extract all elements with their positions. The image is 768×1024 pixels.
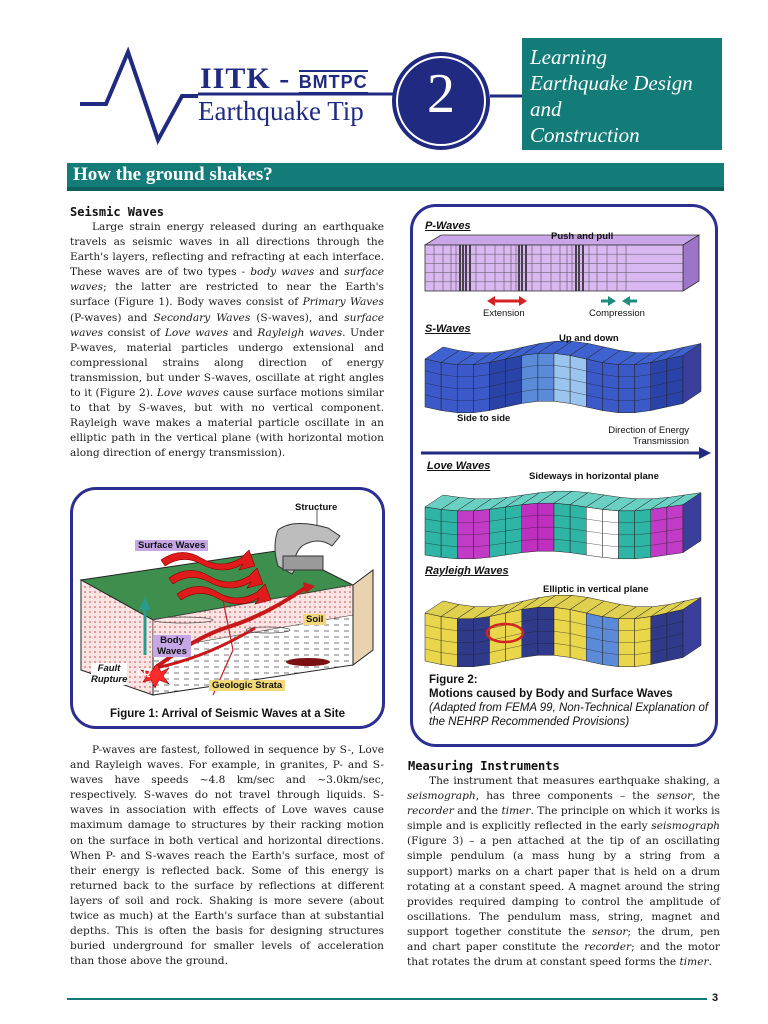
label-love-waves: Love Waves bbox=[427, 460, 491, 472]
footer-rule bbox=[67, 998, 707, 1000]
section-heading-seismic-waves: Seismic Waves bbox=[70, 205, 164, 219]
label-up-down: Up and down bbox=[559, 333, 619, 344]
compression-arrow-left-head bbox=[608, 296, 616, 306]
extension-arrow-head-left bbox=[487, 296, 495, 306]
wave-speed-paragraph: P-waves are fastest, followed in sequence by S-, Love and Rayleigh waves. For example, in granites, P- and S-waves have speeds ~4.8 km/sec and ~3.0km/sec, respectively. S-waves do not travel through liquids. S-waves in association with effects of Love waves cause maximum damage to structures by their racking motion on the surface in both vertical and horizontal directions. When P- and S-waves reach the Earth's surface, most of their energy is reflected back. Some of this energy is returned back to the surface by reflections at different layers of soil and rock. Shaking is more severe (about twice as much) at the Earth's surface than at substantial depths. This is often the basis for designing structures buried underground for smaller levels of acceleration than those above the ground. bbox=[70, 744, 384, 968]
compression-arrow-right-head bbox=[622, 296, 630, 306]
learning-box: Learning Earthquake Design and Construction bbox=[522, 38, 722, 150]
label-extension: Extension bbox=[483, 308, 525, 319]
label-sideways: Sideways in horizontal plane bbox=[529, 471, 659, 482]
label-elliptic: Elliptic in vertical plane bbox=[543, 584, 649, 595]
label-eq: EQ bbox=[137, 667, 151, 678]
p-block-side bbox=[683, 235, 699, 291]
label-rayleigh-waves: Rayleigh Waves bbox=[425, 565, 509, 577]
figure-2-caption-source: (Adapted from FEMA 99, Non-Technical Explanation of the NEHRP Recommended Provisions) bbox=[429, 702, 709, 728]
figure-1 bbox=[70, 487, 385, 729]
section-heading-measuring-instruments: Measuring Instruments bbox=[408, 759, 560, 773]
label-p-waves: P-Waves bbox=[425, 220, 471, 232]
label-direction: Direction of Energy Transmission bbox=[608, 425, 689, 447]
label-compression: Compression bbox=[589, 308, 645, 319]
figure-2-caption-title: Figure 2: bbox=[429, 674, 478, 686]
figure-1-illustration bbox=[73, 490, 385, 729]
figure-2 bbox=[410, 204, 718, 747]
title-bar bbox=[67, 163, 724, 191]
label-structure: Structure bbox=[295, 502, 338, 513]
brand-logo: IITK - BMTPC bbox=[200, 62, 368, 95]
label-fault-rupture: Fault Rupture bbox=[91, 663, 128, 685]
label-s-waves: S-Waves bbox=[425, 323, 471, 335]
seismic-waves-paragraph: Large strain energy released during an earthquake travels as seismic waves in all directions through the Earth's layers, reflecting and refracting at each interface. These waves are of two types - body waves and surface waves; the latter are restricted to near the Earth's surface (Figure 1). Body waves consist of Primary Waves (P-waves) and Secondary Waves (S-waves), and surface waves consist of Love waves and Rayleigh waves. Under P-waves, material particles undergo extensional and compressional strains along direction of energy transmission, but under S-waves, oscillate at right angles to it (Figure 2). Love waves cause surface motions similar to that by S-waves, but with no vertical component. Rayleigh wave makes a material particle oscillate in an elliptic path in the vertical plane (with horizontal motion along direction of energy transmission). bbox=[70, 221, 385, 460]
label-push-pull: Push and pull bbox=[551, 231, 614, 242]
extension-arrow-head-right bbox=[519, 296, 527, 306]
label-soil: Soil bbox=[303, 614, 326, 625]
label-surface-waves: Surface Waves bbox=[135, 540, 208, 551]
figure-2-caption-bold: Motions caused by Body and Surface Waves bbox=[429, 688, 673, 700]
direction-arrow-head bbox=[699, 447, 711, 459]
label-side-to-side: Side to side bbox=[457, 413, 511, 424]
label-geologic-strata: Geologic Strata bbox=[209, 680, 285, 691]
label-body-waves: Body Waves bbox=[153, 635, 191, 657]
measuring-instruments-paragraph: The instrument that measures earthquake shaking, a seismograph, has three components – the sensor, the recorder and the timer. The principle on which it works is simple and is explicitly reflected in the early seismograph (Figure 3) – a pen attached at the tip of an oscillating simple pendulum (a mass hung by a string from a support) marks on a chart paper that is held on a drum rotating at a constant speed. A magnet around the string provides required damping to control the amplitude of oscillations. The pendulum mass, string, magnet and support together constitute the sensor; the drum, pen and chart paper constitute the recorder; and the motor that rotates the drum at constant speed forms the timer. bbox=[407, 775, 720, 969]
series-title: Earthquake Tip bbox=[198, 96, 364, 126]
tip-number: 2 bbox=[427, 63, 455, 125]
page-title: How the ground shakes? bbox=[73, 164, 273, 185]
figure-1-caption: Figure 1: Arrival of Seismic Waves at a Site bbox=[110, 708, 345, 720]
page-number: 3 bbox=[712, 992, 719, 1004]
figure-2-caption bbox=[429, 673, 713, 729]
